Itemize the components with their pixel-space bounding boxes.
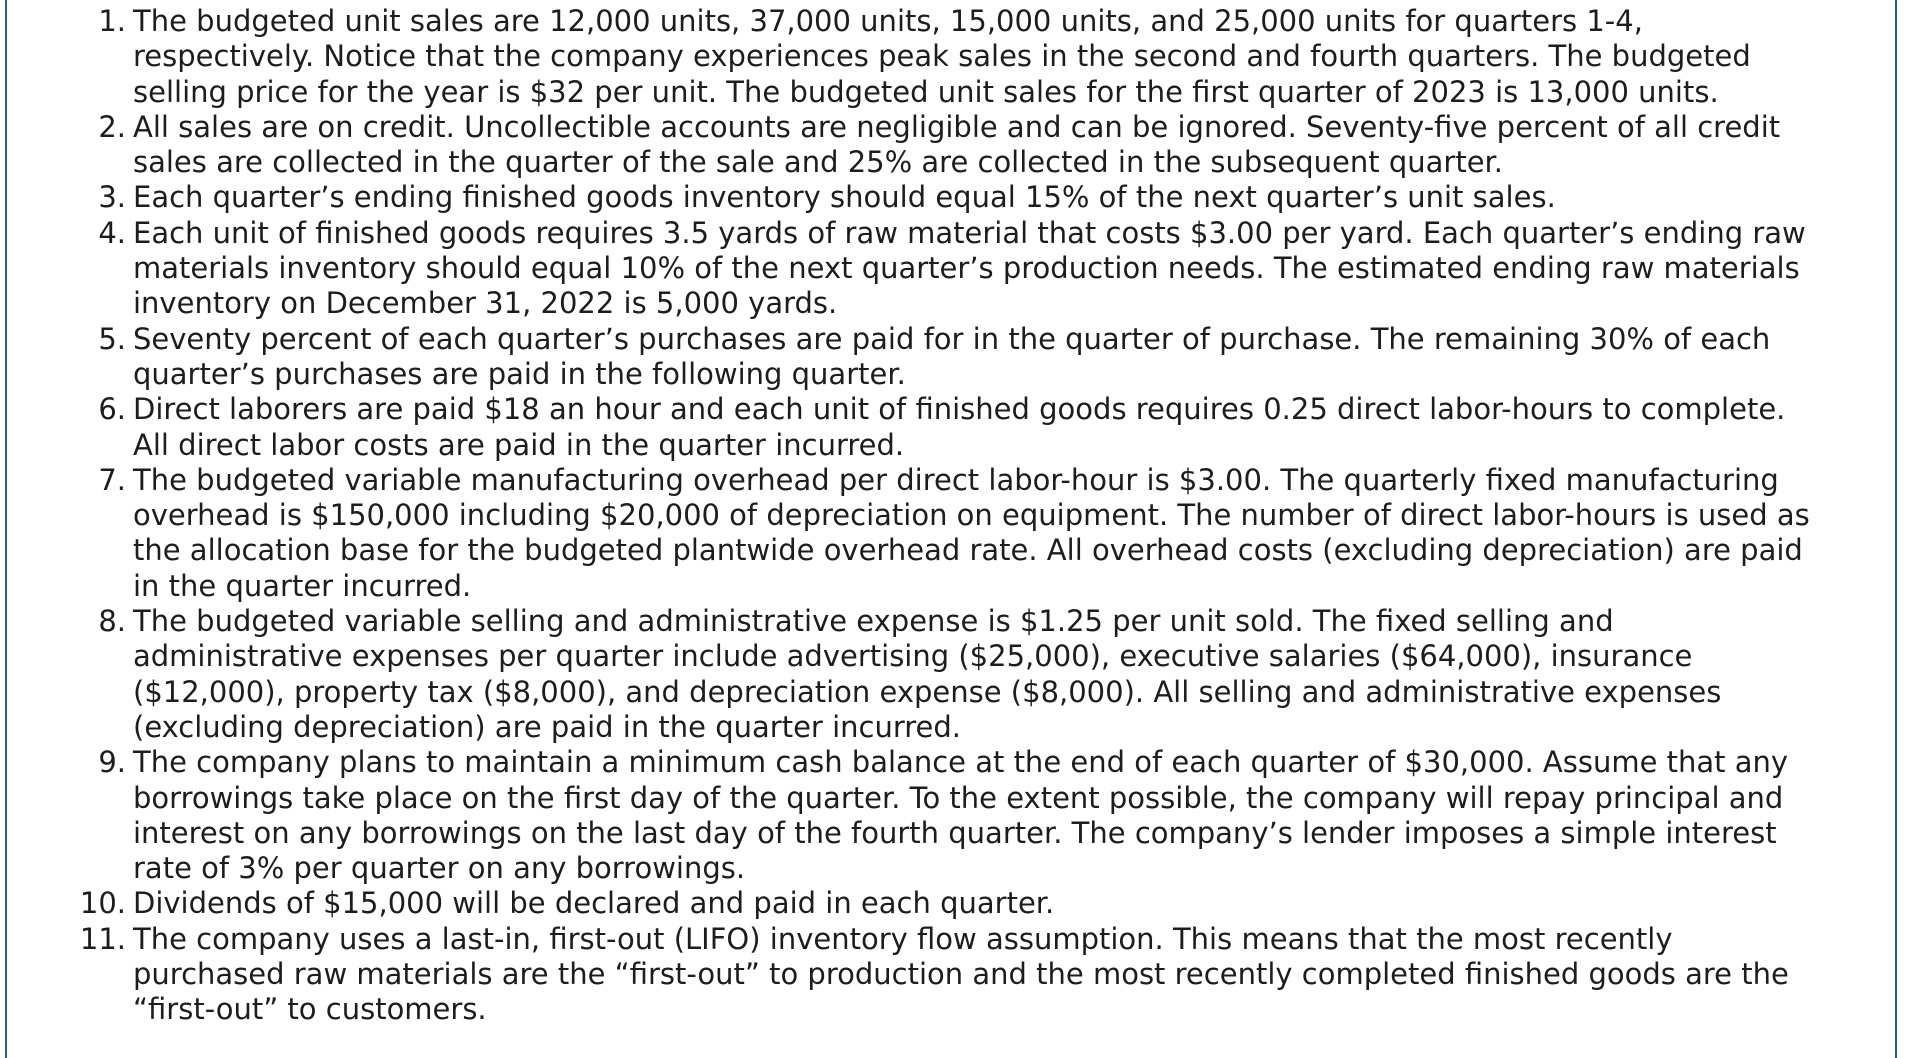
item-text: The budgeted variable manufacturing overhead per direct labor-hour is $3.00. The quarterly fixed manufacturing overhead is $150,000 including $20,000 of depreciation on equipment. The number of direct labor-hours is used as the allocation base for the budgeted plantwide overhead rate. All overhead costs (excluding depreciation) are paid in the quarter incurred. xyxy=(133,462,1810,603)
item-text: Seventy percent of each quarter’s purchases are paid for in the quarter of purchase. The remaining 30% of each quarter’s purchases are paid in the following quarter. xyxy=(133,321,1771,391)
item-text: Each unit of finished goods requires 3.5 yards of raw material that costs $3.00 per yard. Each quarter’s ending raw materials inventory should equal 10% of the next quarter’s production needs. The estimated ending raw materials inventory on December 31, 2022 is 5,000 yards. xyxy=(133,215,1806,321)
item-text: All sales are on credit. Uncollectible accounts are negligible and can be ignored. Seventy-five percent of all credit sales are collected in the quarter of the sale and 25% are collected in the subsequent quarter. xyxy=(133,109,1781,180)
list-item xyxy=(0,392,1830,463)
item-number: 4. xyxy=(98,215,126,250)
item-text: The company plans to maintain a minimum cash balance at the end of each quarter of $30,000. Assume that any borrowings take place on the first day of the quarter. To the extent possible, the company will repay principal and interest on any borrowings on the last day of the fourth quarter. The company’s lender imposes a simple interest rate of 3% per quarter on any borrowings. xyxy=(133,745,1789,886)
item-text: Direct laborers are paid $18 an hour and each unit of finished goods requires 0.25 direct labor-hours to complete. All direct labor costs are paid in the quarter incurred. xyxy=(133,392,1786,462)
item-text: The budgeted unit sales are 12,000 units, 37,000 units, 15,000 units, and 25,000 units for quarters 1-4, respectively. Notice that the company experiences peak sales in the second and fourth quarters. The budgeted selling price for the year is $32 per unit. The budgeted unit sales for the first quarter of 2023 is 13,000 units. xyxy=(133,4,1751,109)
list-item xyxy=(0,604,1830,745)
item-number: 1. xyxy=(98,4,126,38)
list-item xyxy=(0,745,1830,886)
item-text: The budgeted variable selling and administrative expense is $1.25 per unit sold. The fixed selling and administrative expenses per quarter include advertising ($25,000), executive salaries ($64,000), insurance ($12,000), property tax ($8,000), and depreciation expense ($8,000). All selling and administrative expenses (excluding depreciation) are paid in the quarter incurred. xyxy=(133,604,1722,744)
item-number: 9. xyxy=(98,745,126,780)
item-number: 6. xyxy=(98,392,126,427)
list-item xyxy=(0,216,1830,322)
assumptions-list xyxy=(0,4,1830,1028)
item-number: 7. xyxy=(98,462,126,497)
item-number: 8. xyxy=(98,604,126,639)
item-text: The company uses a last-in, first-out (LIFO) inventory flow assumption. This means that the most recently purchased raw materials are the “first-out” to production and the most recently completed finished goods are the “first-out” to customers. xyxy=(133,921,1789,1027)
item-number: 3. xyxy=(98,180,126,215)
item-number: 5. xyxy=(98,321,126,356)
right-border xyxy=(1895,0,1897,1058)
item-text: Each quarter’s ending finished goods inventory should equal 15% of the next quarter’s unit sales. xyxy=(133,180,1556,215)
list-item xyxy=(0,886,1830,921)
item-number: 10. xyxy=(79,886,126,921)
list-item xyxy=(0,322,1830,393)
list-item xyxy=(0,922,1830,1028)
list-item xyxy=(0,463,1830,604)
list-item xyxy=(0,110,1830,181)
item-number: 2. xyxy=(98,109,126,144)
list-item xyxy=(0,180,1830,215)
list-item xyxy=(0,4,1830,110)
item-number: 11. xyxy=(79,921,126,956)
item-text: Dividends of $15,000 will be declared and paid in each quarter. xyxy=(133,886,1055,921)
